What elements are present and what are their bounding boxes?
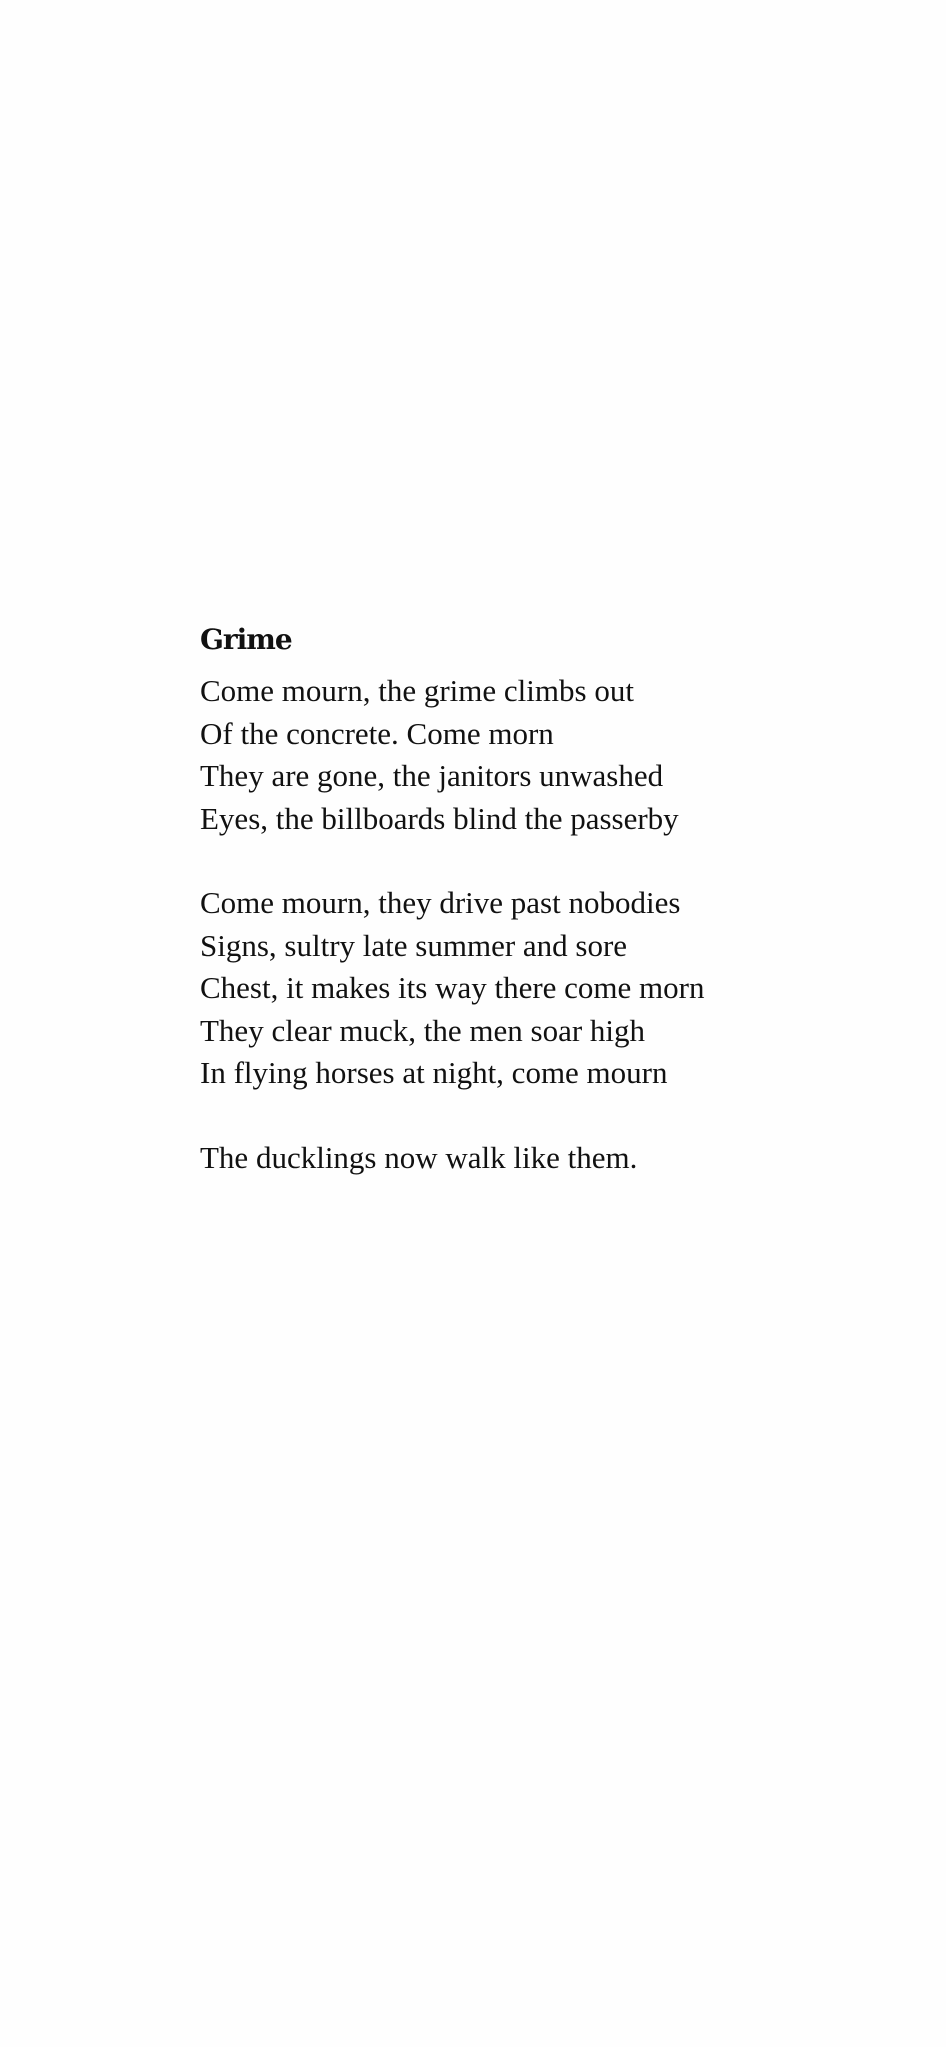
poem-line: In flying horses at night, come mourn xyxy=(200,1055,668,1090)
poem-line: Come mourn, the grime climbs out xyxy=(200,673,634,708)
poem-line: Eyes, the billboards blind the passerby xyxy=(200,800,679,836)
poem-line: They are gone, the janitors unwashed xyxy=(200,758,664,793)
stanza-1 xyxy=(200,670,900,840)
poem-line: Come mourn, they drive past nobodies xyxy=(200,885,681,920)
poem-title: Grime xyxy=(200,623,292,656)
poem xyxy=(200,620,900,1221)
stanza-2 xyxy=(200,882,900,1095)
poem-line: Of the concrete. Come morn xyxy=(200,715,554,751)
poem-line: They clear muck, the men soar high xyxy=(200,1012,646,1048)
stanza-3 xyxy=(200,1137,900,1180)
poem-line: The ducklings now walk like them. xyxy=(200,1139,638,1175)
poem-line: Signs, sultry late summer and sore xyxy=(200,927,628,963)
poem-line: Chest, it makes its way there come morn xyxy=(200,970,705,1005)
